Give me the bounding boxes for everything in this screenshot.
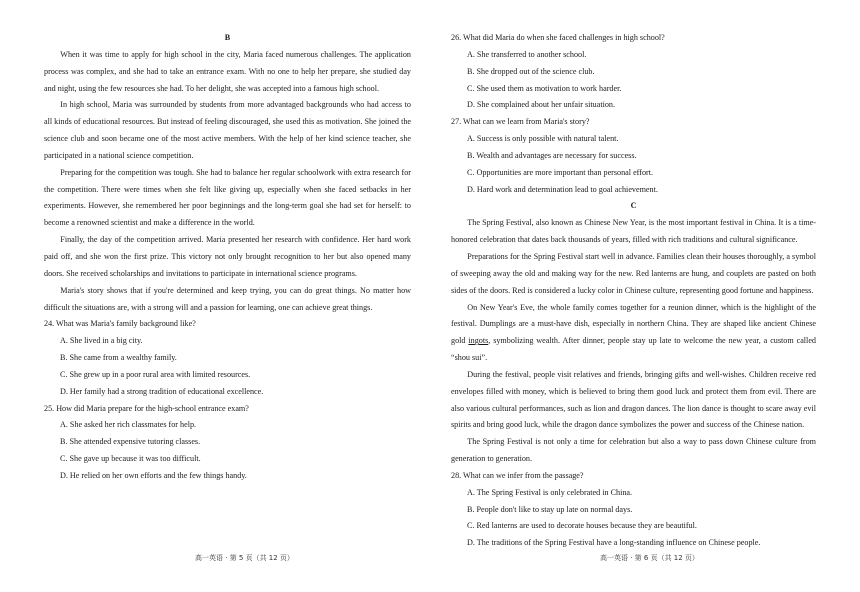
- question-26-option-a: A. She transferred to another school.: [467, 49, 587, 59]
- question-25-option-d: D. He relied on her own efforts and the few things handy.: [60, 470, 247, 480]
- question-25-option-c: C. She gave up because it was too difficult.: [60, 454, 201, 464]
- question-24-option-a: A. She lived in a big city.: [60, 336, 143, 346]
- right-page-footer: 高一英语 · 第 6 页（共 12 页）: [600, 554, 699, 562]
- paragraph-3-text-after: , symbolizing wealth. After dinner, people stay up late to welcome the new year, a custom called “shou sui”.: [451, 336, 816, 363]
- question-26-stem: 26. What did Maria do when she faced challenges in high school?: [451, 33, 665, 42]
- question-25-option-b: B. She attended expensive tutoring classes.: [60, 437, 201, 447]
- question-26: [451, 30, 816, 114]
- underlined-word-ingots: ingots: [468, 336, 489, 346]
- question-27: [451, 114, 816, 198]
- passage-c-paragraph-2: Preparations for the Spring Festival start well in advance. Families clean their houses thoroughly, a symbol of sweeping away the old and making way for the new. Red lanterns are hung, and couplets are pasted on both sides of the doors. Red is considered a lucky color in Chinese culture, representing good fortune and happiness.: [451, 251, 816, 295]
- question-24-option-d: D. Her family had a strong tradition of educational excellence.: [60, 386, 264, 396]
- passage-b-heading: B: [224, 33, 231, 42]
- question-27-stem: 27. What can we learn from Maria's story?: [451, 117, 590, 127]
- question-27-option-c: C. Opportunities are more important than personal effort.: [467, 167, 653, 177]
- right-page-column: [451, 30, 816, 552]
- question-28-option-b: B. People don't like to stay up late on normal days.: [467, 504, 633, 514]
- left-page-footer: 高一英语 · 第 5 页（共 12 页）: [195, 554, 294, 562]
- passage-b-paragraph-3: Preparing for the competition was tough. She had to balance her regular schoolwork with extra research for the competition. There were times when she felt like giving up, especially when she faced setbacks in her experiments. However, she remembered her poor beginnings and the long-term goal she had set for herself: to become a renowned scientist and make a difference in the world.: [44, 167, 411, 228]
- passage-b-paragraph-1: When it was time to apply for high school in the city, Maria faced numerous challenges. The application process was complex, and she had to take an entrance exam. With no one to help her prepare, she studied day and night, using the few resources she had. To her delight, she was accepted into a famous high school.: [44, 49, 411, 93]
- passage-b-paragraph-4: Finally, the day of the competition arrived. Maria presented her research with confidence. Her hard work paid off, and she won the first prize. This victory not only brought recognition to her but also opened many doors. She received scholarships and invitations to participate in international science programs.: [44, 235, 411, 278]
- question-25: [44, 401, 411, 485]
- question-24: [44, 316, 411, 400]
- passage-b-paragraph-5: Maria's story shows that if you're determined and keep trying, you can do great things. No matter how difficult the situations are, with a strong will and a passion for learning, one can achieve great things.: [44, 285, 411, 312]
- question-24-option-b: B. She came from a wealthy family.: [60, 353, 177, 363]
- question-26-option-d: D. She complained about her unfair situation.: [467, 100, 616, 110]
- question-27-option-a: A. Success is only possible with natural talent.: [467, 134, 619, 144]
- question-25-option-a: A. She asked her rich classmates for help.: [60, 420, 197, 430]
- question-28-option-a: A. The Spring Festival is only celebrated in China.: [467, 487, 633, 497]
- paragraph-3-text-before: On New Year's Eve, the whole family comes together for a reunion dinner, which is the highlight of the festival. Dumplings are a must-have dish, especially in northern China. They are shaped like ancient Chinese gold: [451, 302, 816, 346]
- passage-b-paragraph-2: In high school, Maria was surrounded by students from more advantaged backgrounds who had access to all kinds of educational resources. But instead of feeling discouraged, she used this as motivation. She joined the science club and soon became one of the most active members. With the help of her kind science teacher, she participated in a national science competition.: [44, 100, 411, 160]
- question-28: [451, 468, 816, 552]
- question-24-stem: 24. What was Maria's family background like?: [44, 319, 196, 329]
- question-27-option-d: D. Hard work and determination lead to goal achievement.: [467, 184, 658, 194]
- left-page-column: [44, 30, 411, 485]
- question-28-stem: 28. What can we infer from the passage?: [451, 470, 584, 480]
- question-24-option-c: C. She grew up in a poor rural area with limited resources.: [60, 369, 251, 379]
- passage-c-heading: C: [630, 201, 637, 211]
- passage-c-paragraph-4: During the festival, people visit relatives and friends, bringing gifts and well-wishes. Children receive red envelopes filled with money, which is believed to bring them good luck and protect them from evil. There are also various cultural performances, such as lion and dragon dances. The lion dance is thought to scare away evil spirits and bring good luck, while the dragon dance symbolizes the power and success of the Chinese nation.: [451, 369, 816, 430]
- passage-c-paragraph-3: [451, 300, 816, 367]
- question-25-stem: 25. How did Maria prepare for the high-school entrance exam?: [44, 403, 249, 413]
- question-28-option-c: C. Red lanterns are used to decorate houses because they are beautiful.: [467, 521, 697, 531]
- question-27-option-b: B. Wealth and advantages are necessary for success.: [467, 150, 637, 160]
- passage-c-paragraph-5: The Spring Festival is not only a time for celebration but also a way to pass down Chinese culture from generation to generation.: [451, 437, 816, 464]
- question-26-option-b: B. She dropped out of the science club.: [467, 66, 595, 76]
- question-26-option-c: C. She used them as motivation to work harder.: [467, 83, 622, 93]
- question-28-option-d: D. The traditions of the Spring Festival have a long-standing influence on Chinese people.: [467, 538, 761, 548]
- passage-c-paragraph-1: The Spring Festival, also known as Chinese New Year, is the most important festival in China. It is a time-honored celebration that dates back thousands of years, filled with rich traditions and cultural significance.: [451, 218, 816, 245]
